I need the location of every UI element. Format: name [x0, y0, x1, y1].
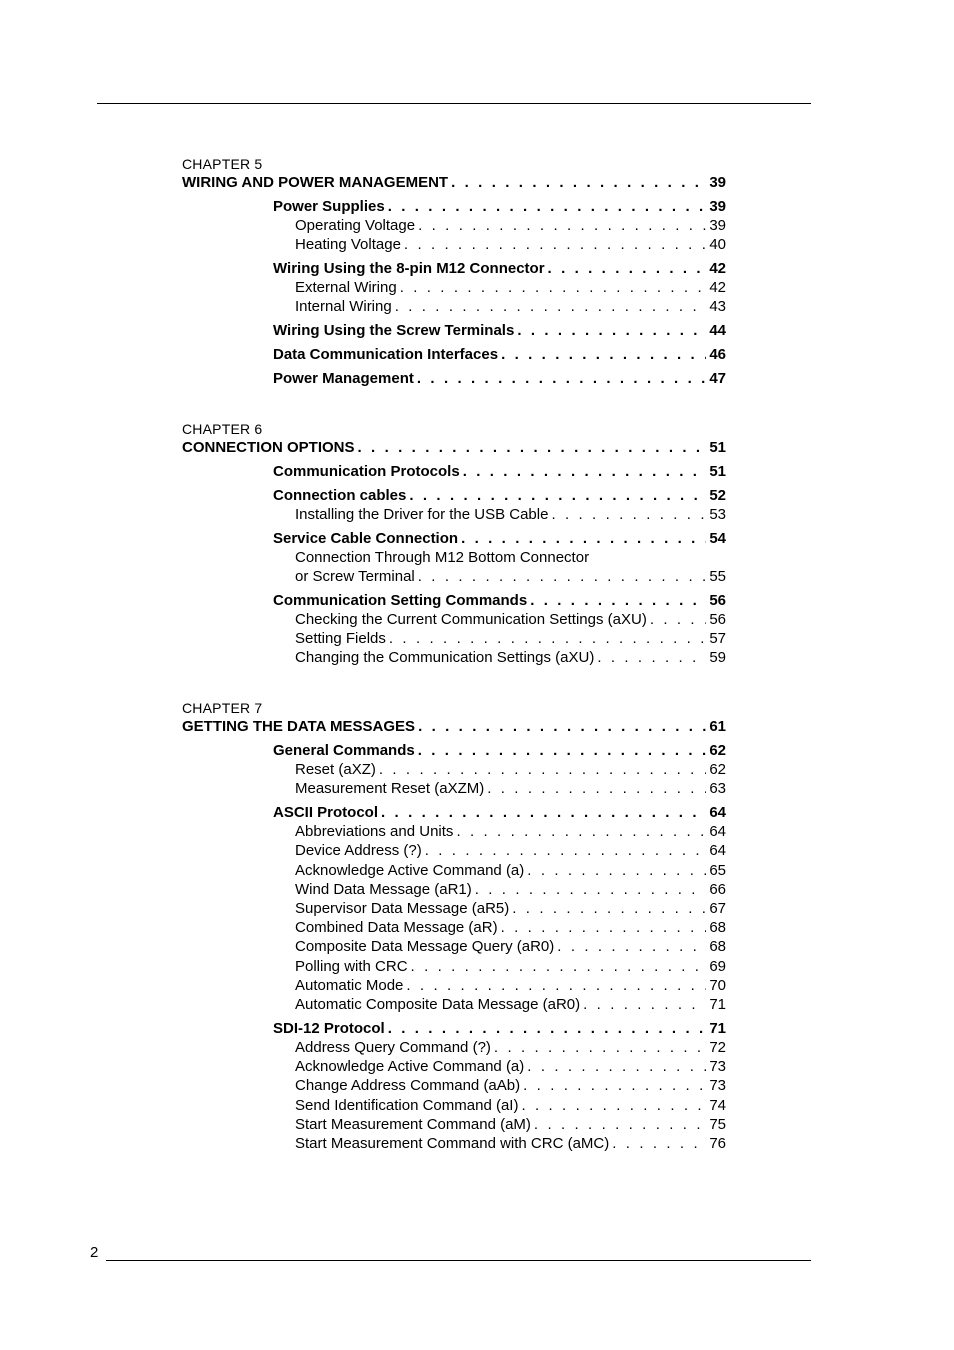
subsection-entry-page: 67 [709, 900, 726, 917]
subsection-entry[interactable] [295, 1135, 726, 1153]
subsection-entry-title: Abbreviations and Units [295, 823, 454, 841]
subsection-entry[interactable] [295, 298, 726, 316]
section-entry[interactable] [273, 804, 726, 822]
section-entry-page: 42 [709, 260, 726, 278]
subsection-entry-page: 59 [709, 649, 726, 667]
dot-leader [389, 630, 706, 648]
section-entry-page: 56 [709, 591, 726, 609]
subsection-entry-title: Changing the Communication Settings (aXU) [295, 649, 595, 667]
subsection-entry-title: Measurement Reset (aXZM) [295, 780, 485, 798]
section-entry-page: 71 [709, 1020, 726, 1037]
subsection-entry[interactable] [295, 236, 726, 254]
chapter-label: CHAPTER 7 [182, 700, 263, 716]
dot-leader [418, 568, 707, 586]
section-entry-page: 52 [709, 486, 726, 504]
dot-leader [425, 842, 707, 860]
dot-leader [461, 530, 706, 548]
subsection-entry-page: 43 [709, 298, 726, 316]
section-entry[interactable] [273, 198, 726, 216]
section-entry-title: ASCII Protocol [273, 804, 379, 822]
dot-leader [487, 780, 706, 798]
subsection-entry-title: Installing the Driver for the USB Cable [295, 505, 549, 523]
subsection-entry-title: Operating Voltage [295, 217, 416, 234]
dot-leader [395, 298, 707, 316]
subsection-entry-page: 39 [709, 217, 726, 234]
subsection-entry-title: Composite Data Message Query (aR0) [295, 938, 555, 956]
subsection-entry-page: 70 [709, 976, 726, 994]
dot-leader [650, 611, 706, 629]
subsection-entry[interactable] [295, 1058, 726, 1076]
subsection-entry-title: Heating Voltage [295, 236, 401, 254]
subsection-entry-page: 72 [709, 1039, 726, 1056]
section-entry-title: Wiring Using the Screw Terminals [273, 322, 515, 340]
section-entry-page: 54 [709, 529, 726, 547]
section-entry-page: 64 [709, 804, 726, 822]
subsection-entry[interactable] [295, 1116, 726, 1134]
subsection-entry[interactable] [295, 900, 726, 918]
subsection-title-line: Connection Through M12 Bottom Connector [295, 548, 590, 566]
subsection-entry[interactable] [295, 823, 726, 841]
section-entry[interactable] [273, 742, 726, 760]
subsection-entry-page: 65 [709, 861, 726, 879]
subsection-entry-page: 66 [709, 880, 726, 898]
subsection-entry[interactable] [295, 1039, 726, 1057]
subsection-entry-title: Acknowledge Active Command (a) [295, 861, 525, 879]
dot-leader [557, 938, 706, 956]
subsection-entry-title: Address Query Command (?) [295, 1039, 491, 1056]
dot-leader [534, 1116, 706, 1134]
subsection-entry[interactable] [295, 780, 726, 798]
dot-leader [551, 506, 706, 524]
section-entry[interactable] [273, 592, 726, 610]
subsection-entry-page: 57 [709, 630, 726, 647]
dot-leader [501, 346, 706, 364]
dot-leader [409, 487, 706, 505]
subsection-entry[interactable] [295, 938, 726, 956]
section-entry-page: 46 [709, 346, 726, 364]
dot-leader [418, 217, 706, 235]
dot-leader [463, 463, 707, 481]
subsection-entry[interactable] [295, 919, 726, 937]
dot-leader [404, 236, 706, 254]
dot-leader [379, 761, 706, 779]
dot-leader [388, 1020, 707, 1038]
subsection-entry-page: 63 [709, 780, 726, 798]
dot-leader [388, 198, 707, 216]
chapter-title[interactable] [182, 439, 726, 457]
dot-leader [501, 919, 707, 937]
section-entry-page: 62 [709, 742, 726, 759]
footer-rule [106, 1260, 811, 1261]
dot-leader [521, 1097, 706, 1115]
subsection-entry-page: 53 [709, 505, 726, 523]
subsection-entry-page: 74 [709, 1096, 726, 1114]
dot-leader [527, 862, 706, 880]
chapter-label: CHAPTER 6 [182, 421, 263, 437]
subsection-entry-page: 73 [709, 1058, 726, 1076]
subsection-entry-title: or Screw Terminal [295, 567, 415, 585]
subsection-entry-page: 71 [709, 996, 726, 1013]
subsection-entry-title: Device Address (?) [295, 842, 422, 860]
subsection-entry-page: 64 [709, 823, 726, 841]
subsection-entry-page: 42 [709, 279, 726, 297]
chapter-label: CHAPTER 5 [182, 156, 263, 172]
dot-leader [530, 592, 706, 610]
section-entry[interactable] [273, 346, 726, 364]
subsection-entry[interactable] [295, 1097, 726, 1115]
section-entry-title: SDI-12 Protocol [273, 1020, 385, 1037]
section-entry-title: Service Cable Connection [273, 529, 459, 547]
dot-leader [411, 958, 707, 976]
subsection-entry[interactable] [295, 996, 726, 1014]
chapter-title-title: CONNECTION OPTIONS [182, 439, 355, 456]
section-entry[interactable] [273, 487, 726, 505]
dot-leader [358, 439, 707, 457]
subsection-entry[interactable] [295, 761, 726, 779]
subsection-entry-title: Reset (aXZ) [295, 761, 376, 778]
section-entry-title: Connection cables [273, 486, 407, 504]
subsection-entry-page: 68 [709, 919, 726, 937]
dot-leader [417, 370, 706, 388]
subsection-entry[interactable] [295, 842, 726, 860]
subsection-entry-title: Combined Data Message (aR) [295, 919, 498, 937]
subsection-entry[interactable] [295, 958, 726, 976]
subsection-entry[interactable] [295, 217, 726, 235]
section-entry-page: 47 [709, 370, 726, 387]
subsection-entry[interactable] [295, 630, 726, 648]
header-rule [97, 103, 811, 104]
subsection-entry-page: 68 [709, 938, 726, 956]
subsection-entry-page: 40 [709, 236, 726, 254]
section-entry-title: Data Communication Interfaces [273, 346, 499, 364]
chapter-title-title: WIRING AND POWER MANAGEMENT [182, 174, 449, 191]
subsection-entry[interactable] [295, 862, 726, 880]
subsection-entry-page: 64 [709, 842, 726, 860]
subsection-entry-page: 62 [709, 761, 726, 778]
subsection-entry[interactable] [295, 506, 726, 524]
chapter-title-page: 51 [709, 439, 726, 456]
subsection-entry-page: 73 [709, 1077, 726, 1095]
subsection-entry-page: 75 [709, 1115, 726, 1133]
subsection-entry-title: Acknowledge Active Command (a) [295, 1058, 525, 1076]
dot-leader [406, 977, 706, 995]
section-entry[interactable] [273, 260, 726, 278]
subsection-entry-title: Supervisor Data Message (aR5) [295, 900, 510, 917]
dot-leader [475, 881, 707, 899]
subsection-entry-title: Checking the Current Communication Settings (aXU) [295, 610, 647, 628]
subsection-entry[interactable] [295, 977, 726, 995]
subsection-entry[interactable] [295, 279, 726, 297]
dot-leader [512, 900, 706, 918]
section-entry-title: General Commands [273, 742, 415, 759]
dot-leader [400, 279, 707, 297]
dot-leader [494, 1039, 706, 1057]
section-entry-page: 39 [709, 198, 726, 215]
section-entry-title: Communication Setting Commands [273, 591, 528, 609]
section-entry[interactable] [273, 530, 726, 548]
subsection-entry-title: Change Address Command (aAb) [295, 1077, 521, 1095]
dot-leader [418, 718, 706, 736]
subsection-entry-page: 56 [709, 610, 726, 628]
subsection-entry-page: 76 [709, 1135, 726, 1152]
dot-leader [456, 823, 706, 841]
dot-leader [597, 649, 706, 667]
section-entry[interactable] [273, 370, 726, 388]
section-entry[interactable] [273, 463, 726, 481]
dot-leader [612, 1135, 706, 1153]
subsection-entry-title: Start Measurement Command with CRC (aMC) [295, 1135, 610, 1152]
subsection-entry-title: Internal Wiring [295, 298, 392, 316]
dot-leader [517, 322, 706, 340]
chapter-title-page: 61 [709, 718, 726, 735]
subsection-entry-title: Send Identification Command (aI) [295, 1096, 519, 1114]
subsection-entry-title: Start Measurement Command (aM) [295, 1115, 531, 1133]
chapter-title-title: GETTING THE DATA MESSAGES [182, 718, 416, 735]
section-entry[interactable] [273, 322, 726, 340]
subsection-entry[interactable] [295, 568, 726, 586]
section-entry-title: Wiring Using the 8-pin M12 Connector [273, 260, 545, 278]
subsection-entry-page: 55 [709, 567, 726, 585]
subsection-entry-title: Automatic Composite Data Message (aR0) [295, 996, 581, 1013]
section-entry-page: 51 [709, 463, 726, 480]
subsection-entry-title: Wind Data Message (aR1) [295, 880, 472, 898]
section-entry-page: 44 [709, 322, 726, 340]
dot-leader [381, 804, 706, 822]
dot-leader [451, 174, 706, 192]
section-entry-title: Communication Protocols [273, 463, 460, 480]
section-entry[interactable] [273, 1020, 726, 1038]
chapter-title[interactable] [182, 174, 726, 192]
subsection-entry-title: External Wiring [295, 279, 397, 297]
chapter-title-page: 39 [709, 174, 726, 191]
subsection-entry[interactable] [295, 1077, 726, 1095]
subsection-entry-page: 69 [709, 957, 726, 975]
dot-leader [418, 742, 707, 760]
subsection-entry[interactable] [295, 611, 726, 629]
page-footer [90, 1244, 811, 1264]
section-entry-title: Power Management [273, 370, 414, 387]
dot-leader [523, 1077, 706, 1095]
page-number: 2 [90, 1244, 99, 1261]
subsection-entry[interactable] [295, 881, 726, 899]
section-entry-title: Power Supplies [273, 198, 385, 215]
chapter-title[interactable] [182, 718, 726, 736]
subsection-entry-title: Polling with CRC [295, 957, 408, 975]
dot-leader [527, 1058, 706, 1076]
subsection-entry[interactable] [295, 649, 726, 667]
subsection-entry-title: Automatic Mode [295, 976, 404, 994]
dot-leader [583, 996, 706, 1014]
dot-leader [548, 260, 707, 278]
subsection-entry-title: Setting Fields [295, 630, 386, 647]
